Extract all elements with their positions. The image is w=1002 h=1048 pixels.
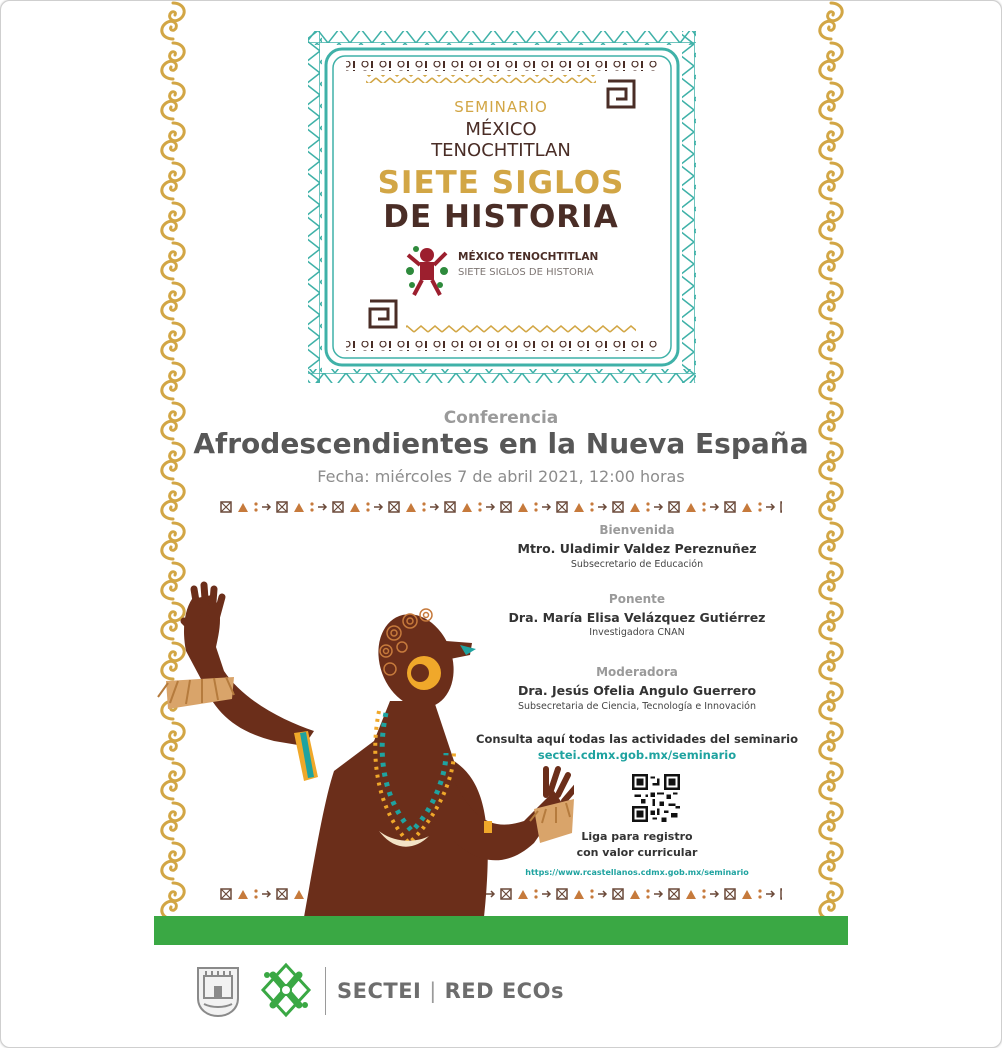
event-title: Afrodescendientes en la Nueva España <box>193 427 809 460</box>
footer-divider: | <box>429 979 437 1003</box>
poster <box>154 1 848 945</box>
seminar-activities-text: Consulta aquí todas las actividades del seminario <box>476 732 799 746</box>
event-date: Fecha: miércoles 7 de abril 2021, 12:00 horas <box>317 467 685 486</box>
participant-role: Bienvenida <box>599 523 675 537</box>
participant-position: Subsecretario de Educación <box>570 559 704 570</box>
registration-text-1: Liga para registro <box>581 830 693 843</box>
footer-separator <box>325 967 326 1015</box>
registration-text-2: con valor curricular <box>576 846 698 859</box>
coat-of-arms-icon <box>194 964 242 1018</box>
seminar-line-1: MÉXICO <box>465 119 537 140</box>
participant-position: Investigadora CNAN <box>589 627 685 638</box>
participant-role: Ponente <box>608 592 666 606</box>
footer-organizations <box>337 979 564 1003</box>
participant-name: Mtro. Uladimir Valdez Pereznuñez <box>517 541 757 556</box>
seminar-figure-icon <box>402 241 452 297</box>
participant-role: Moderadora <box>596 665 678 679</box>
participant-position: Subsecretaria de Ciencia, Tecnología e Innovación <box>517 701 757 712</box>
qr-code-icon[interactable] <box>632 774 680 822</box>
footer-org-sectei: SECTEI <box>337 979 422 1003</box>
cdmx-logo-icon <box>259 961 313 1019</box>
seminar-line-2: TENOCHTITLAN <box>431 140 571 161</box>
seminar-label: SEMINARIO <box>454 98 548 116</box>
seminar-logo-subtitle: SIETE SIGLOS DE HISTORIA <box>458 267 594 278</box>
registration-link[interactable]: https://www.rcastellanos.cdmx.gob.mx/seminario <box>525 868 749 877</box>
event-type: Conferencia <box>443 408 559 428</box>
seminar-line-3: SIETE SIGLOS <box>377 165 625 201</box>
seminar-logo-title: MÉXICO TENOCHTITLAN <box>458 251 599 263</box>
participant-name: Dra. María Elisa Velázquez Gutiérrez <box>508 610 766 625</box>
participant-name: Dra. Jesús Ofelia Angulo Guerrero <box>517 683 757 698</box>
ornament-divider-top <box>220 500 782 514</box>
footer-org-red-ecos: RED ECOs <box>444 979 564 1003</box>
seminar-line-4: DE HISTORIA <box>383 199 619 235</box>
green-band <box>154 916 848 945</box>
seminar-link[interactable]: sectei.cdmx.gob.mx/seminario <box>537 748 737 762</box>
